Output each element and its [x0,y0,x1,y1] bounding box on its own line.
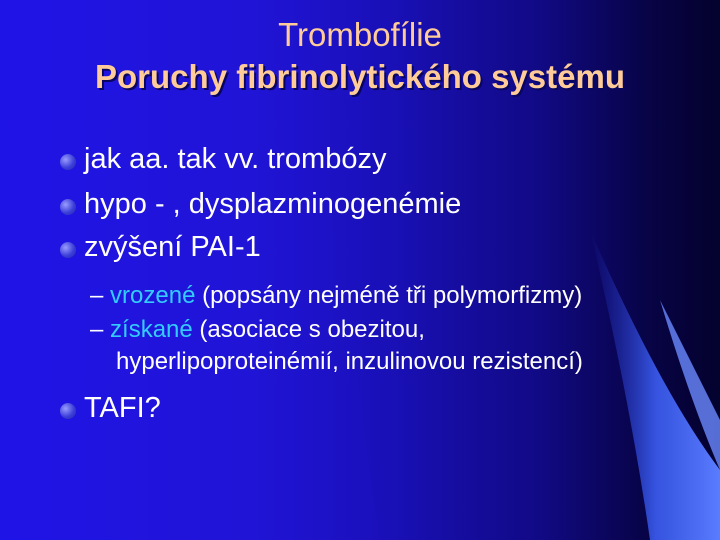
sub-item-highlight: vrozené [110,282,196,309]
sub-item-dash: – [90,282,104,309]
slide-title: Trombofílie [278,16,442,53]
slide-subtitle: Poruchy fibrinolytického systému [95,58,625,95]
bullet-item-2: hypo - , dysplazminogenémie [84,188,462,220]
sub-item-1 [90,282,582,310]
sub-item-highlight: získané [110,316,193,343]
bullet-item-1: jak aa. tak vv. trombózy [84,143,387,175]
sub-item-2 [90,316,425,344]
bullet-dot-icon [60,199,76,215]
bullet-dot-icon [60,403,76,419]
bullet-dot-icon [60,154,76,170]
sub-item-2-continuation: hyperlipoproteinémií, inzulinovou rezistencí) [116,348,583,375]
sub-item-text: (popsány nejméně tři polymorfizmy) [195,282,583,309]
sub-item-text: (asociace s obezitou, [192,316,425,343]
sub-item-dash: – [90,316,104,343]
bullet-item-3: zvýšení PAI-1 [84,231,261,263]
bullet-dot-icon [60,242,76,258]
bullet-item-4: TAFI? [84,392,161,424]
